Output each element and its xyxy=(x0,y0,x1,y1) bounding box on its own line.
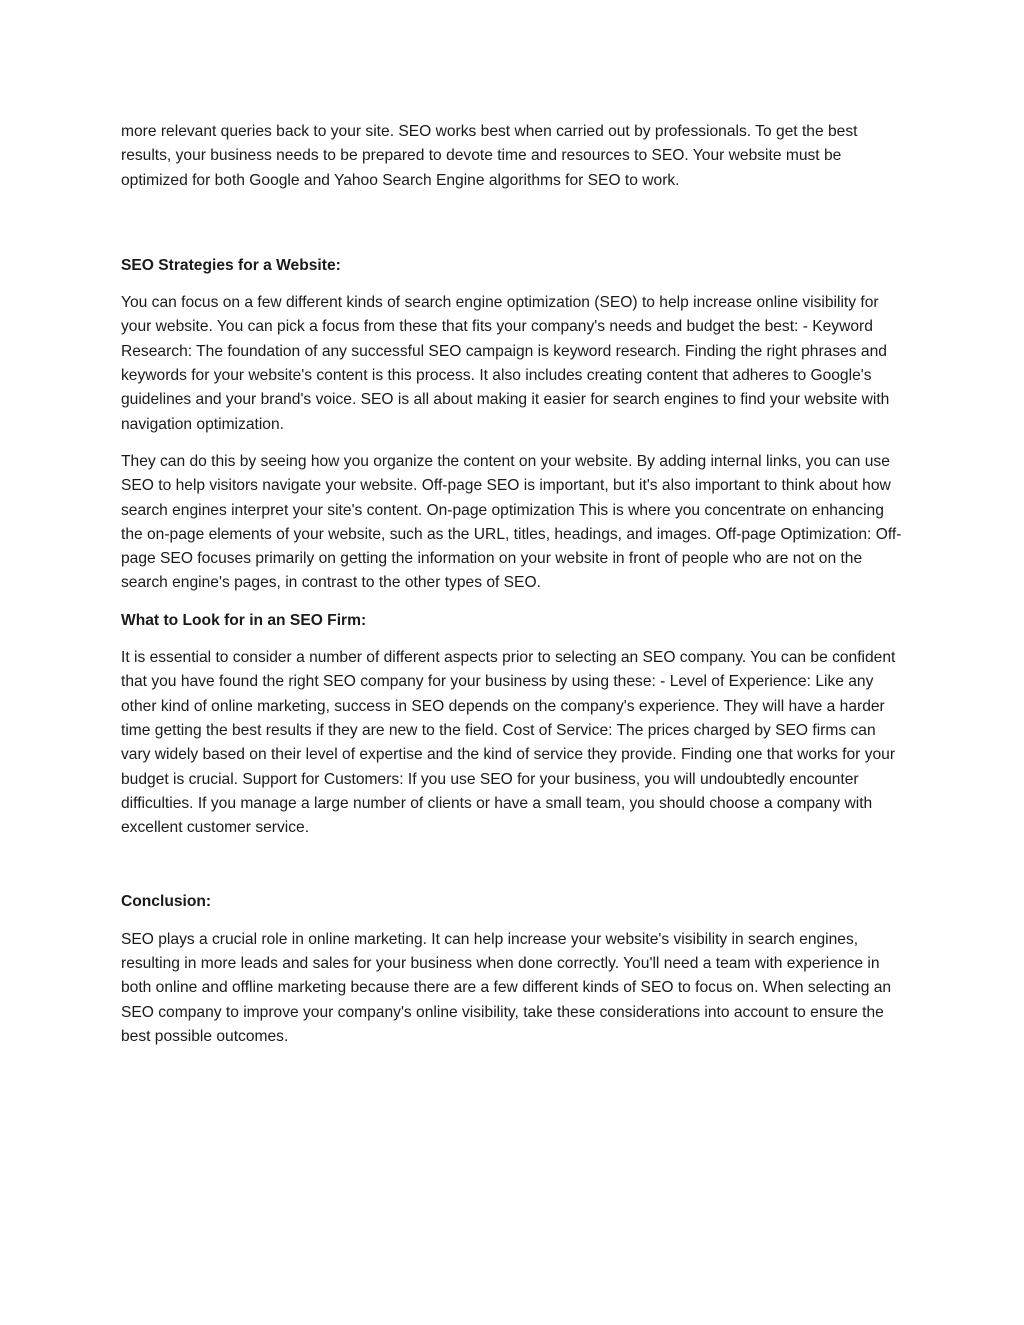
section-heading-strategies: SEO Strategies for a Website: xyxy=(121,256,341,274)
intro-paragraph: more relevant queries back to your site. SEO works best when carried out by professionals. To get the best results, your business needs to be prepared to devote time and resources to SEO. Your website must be optimized for both Google and Yahoo Search Engine algorithms for SEO to work. xyxy=(121,123,858,189)
strategies-paragraph-2: They can do this by seeing how you organize the content on your website. By adding internal links, you can use SEO to help visitors navigate your website. Off-page SEO is important, but it's also important to think about how search engines interpret your site's content. On-page optimization This is where you concentrate on enhancing the on-page elements of your website, such as the URL, titles, headings, and images. Off-page Optimization: Off-page SEO focuses primarily on getting the information on your website in front of people who are not on the search engine's pages, in contrast to the other types of SEO. xyxy=(121,452,902,592)
document-page xyxy=(121,120,909,1049)
conclusion-paragraph-1: SEO plays a crucial role in online marketing. It can help increase your website's visibility in search engines, resulting in more leads and sales for your business when done correctly. You'll need a team with experience in both online and offline marketing because there are a few different kinds of SEO to focus on. When selecting an SEO company to improve your company's online visibility, take these considerations into account to ensure the best possible outcomes. xyxy=(121,930,892,1045)
firm-paragraph-1: It is essential to consider a number of different aspects prior to selecting an SEO company. You can be confident that you have found the right SEO company for your business by using these: - Level of Experience: Like any other kind of online marketing, success in SEO depends on the company's experience. They will have a harder time getting the best results if they are new to the field. Cost of Service: The prices charged by SEO firms can vary widely based on their level of expertise and the kind of service they provide. Finding one that works for your budget is crucial. Support for Customers: If you use SEO for your business, you will undoubtedly encounter difficulties. If you manage a large number of clients or have a small team, you should choose a company with excellent customer service. xyxy=(121,649,896,837)
section-heading-firm: What to Look for in an SEO Firm: xyxy=(121,611,367,629)
strategies-paragraph-1: You can focus on a few different kinds of search engine optimization (SEO) to help increase online visibility for your website. You can pick a focus from these that fits your company's needs and budget the best: - Keyword Research: The foundation of any successful SEO campaign is keyword research. Finding the right phrases and keywords for your website's content is this process. It also includes creating content that adheres to Google's guidelines and your brand's voice. SEO is all about making it easier for search engines to find your website with navigation optimization. xyxy=(121,294,890,433)
section-heading-conclusion: Conclusion: xyxy=(121,893,212,911)
